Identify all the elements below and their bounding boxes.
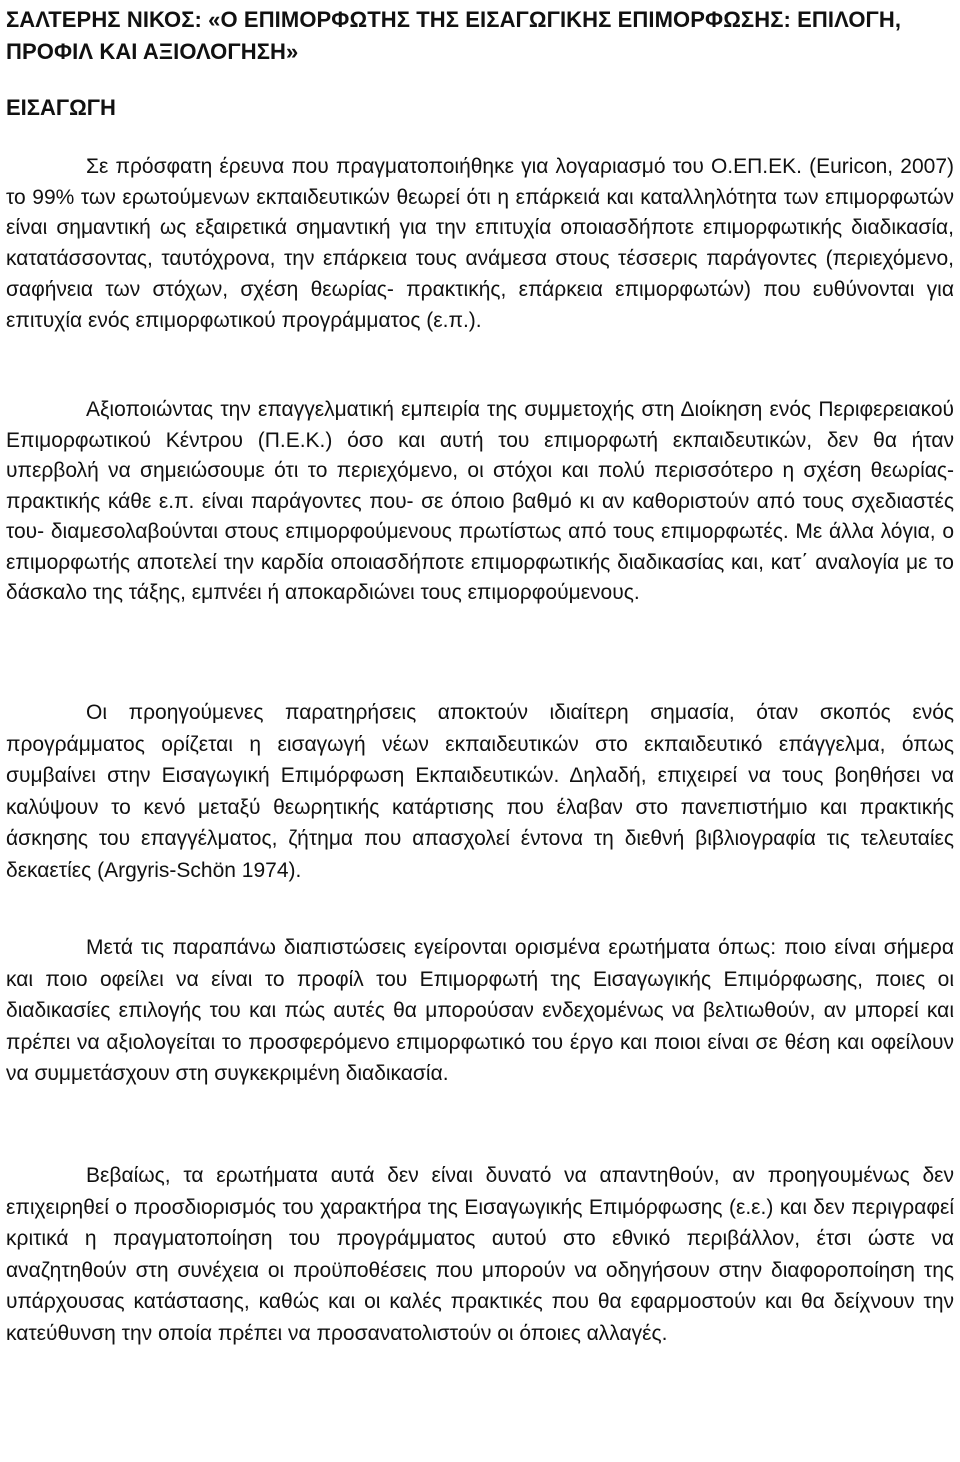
paragraph-2: Αξιοποιώντας την επαγγελματική εμπειρία της συμμετοχής στη Διοίκηση ενός Περιφερειακού Επιμορφωτικού Κέντρου (Π.Ε.Κ.) όσο και αυτή του επιμορφωτή εκπαιδευτικών, δεν θα ήταν υπερβολή να σημειώσουμε ότι το περιεχόμενο, οι στόχοι και πολύ περισσότερο η σχέση θεωρίας-πρακτικής κάθε ε.π. είναι παράγοντες που- σε όποιο βαθμό κι αν καθοριστούν από τους σχεδιαστές του- διαμεσολαβούνται στους επιμορφούμενους πρωτίστως από τους επιμορφωτές. Με άλλα λόγια, ο επιμορφωτής αποτελεί την καρδία οποιασδήποτε επιμορφωτικής διαδικασίας και, κατ΄ αναλογία με το δάσκαλο της τάξης, εμπνέει ή αποκαρδιώνει τους επιμορφούμενους. <box>6 398 954 604</box>
paragraph-3: Οι προηγούμενες παρατηρήσεις αποκτούν ιδιαίτερη σημασία, όταν σκοπός ενός προγράμματος ορίζεται η εισαγωγή νέων εκπαιδευτικών στο εκπαιδευτικό επάγγελμα, όπως συμβαίνει στην Εισαγωγική Επιμόρφωση Εκπαιδευτικών. Δηλαδή, επιχειρεί να τους βοηθήσει να καλύψουν το κενό μεταξύ θεωρητικής κατάρτισης που έλαβαν στο πανεπιστήμιο και πρακτικής άσκησης του επαγγέλματος, ζήτημα που απασχολεί έντονα τη διεθνή βιβλιογραφία τις τελευταίες δεκαετίες (Argyris-Schön 1974). <box>6 701 954 882</box>
paragraph-4: Μετά τις παραπάνω διαπιστώσεις εγείρονται ορισμένα ερωτήματα όπως: ποιο είναι σήμερα και ποιο οφείλει να είναι το προφίλ του Επιμορφωτή της Εισαγωγικής Επιμόρφωσης, ποιες οι διαδικασίες επιλογής του και πώς αυτές θα μπορούσαν ενδεχομένως να βελτιωθούν, αν μπορεί και πρέπει να αξιολογείται το προσφερόμενο επιμορφωτικό του έργο και ποιοι είναι σε θέση και οφείλουν να συμμετάσχουν στη συγκεκριμένη διαδικασία. <box>6 936 954 1085</box>
document-title: ΣΑΛΤΕΡΗΣ ΝΙΚΟΣ: «Ο ΕΠΙΜΟΡΦΩΤΗΣ ΤΗΣ ΕΙΣΑΓΩΓΙΚΗΣ ΕΠΙΜΟΡΦΩΣΗΣ: ΕΠΙΛΟΓΗ, ΠΡΟΦΙΛ ΚΑΙ ΑΞΙΟΛΟΓΗΣΗ» <box>6 7 902 64</box>
paragraph-5: Βεβαίως, τα ερωτήματα αυτά δεν είναι δυνατό να απαντηθούν, αν προηγουμένως δεν επιχειρηθεί ο προσδιορισμός του χαρακτήρα της Εισαγωγικής Επιμόρφωσης (ε.ε.) και δεν περιγραφεί κριτικά η πραγματοποίηση του προγράμματος αυτού στο εθνικό περιβάλλον, έτσι ώστε να αναζητηθούν στη συνέχεια οι προϋποθέσεις που μπορούν να οδηγήσουν στην διαφοροποίηση της υπάρχουσας κατάστασης, καθώς και οι καλές πρακτικές που θα εφαρμοστούν και θα δείχνουν την κατεύθυνση την οποία πρέπει να προσανατολιστούν οι όποιες αλλαγές. <box>6 1164 954 1345</box>
paragraph-1: Σε πρόσφατη έρευνα που πραγματοποιήθηκε για λογαριασμό του Ο.ΕΠ.ΕΚ. (Euricon, 2007) το 99% των ερωτούμενων εκπαιδευτικών θεωρεί ότι η επάρκειά και καταλληλότητα των επιμορφωτών είναι σημαντική ως εξαιρετικά σημαντική για την επιτυχία οποιασδήποτε επιμορφωτικής διαδικασία, κατατάσσοντας, ταυτόχρονα, την επάρκεια τους ανάμεσα στους τέσσερις παράγοντες (περιεχόμενο, σαφήνεια των στόχων, σχέση θεωρίας- πρακτικής, επάρκεια επιμορφωτών) που ευθύνονται για επιτυχία ενός επιμορφωτικού προγράμματος (ε.π.). <box>6 155 954 332</box>
section-heading: ΕΙΣΑΓΩΓΗ <box>6 95 116 120</box>
